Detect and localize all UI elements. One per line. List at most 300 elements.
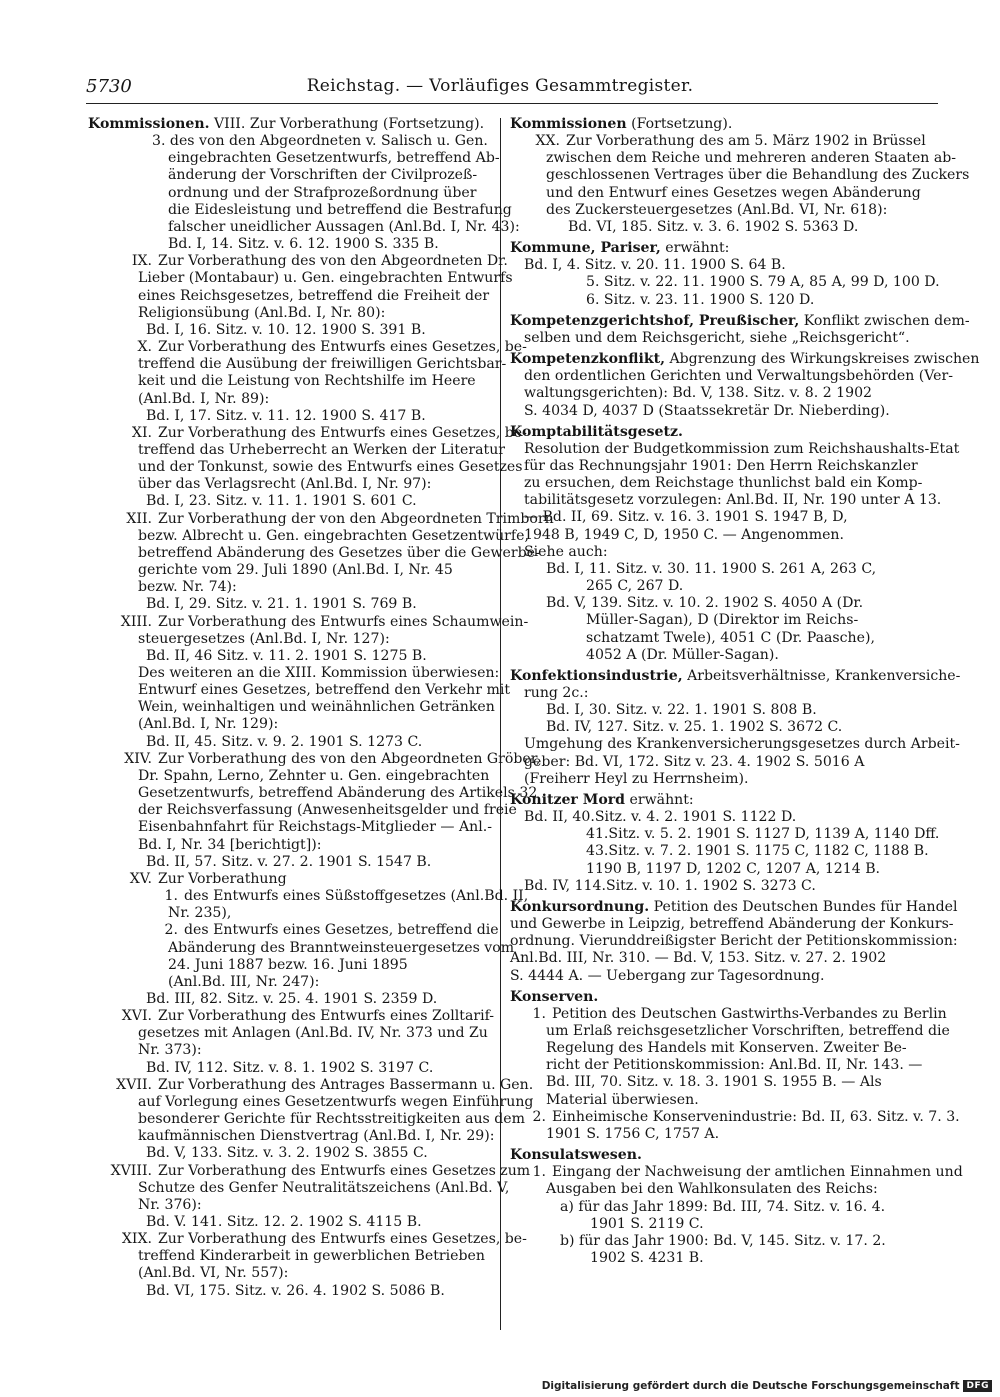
item-number: XVIII.: [110, 1162, 152, 1179]
line-text: (Freiherr Heyl zu Herrnsheim).: [524, 770, 749, 787]
index-entry-heading: [510, 1147, 930, 1164]
index-line: [510, 185, 930, 202]
line-text: 1948 B, 1949 C, D, 1950 C. — Angenommen.: [524, 526, 844, 543]
line-text: den ordentlichen Gerichten und Verwaltungsbehörden (Ver-: [524, 368, 953, 385]
line-text: Bd. V. 141. Sitz. 12. 2. 1902 S. 4115 B.: [146, 1214, 422, 1230]
index-line: [510, 1181, 930, 1198]
index-entry-heading: [510, 667, 961, 685]
line-text: Resolution der Budgetkommission zum Reichshaushalts-Etat: [524, 440, 960, 457]
line-text: Zur Vorberathung des Entwurfs eines Zolltarif-: [158, 1008, 495, 1025]
index-line: [88, 116, 490, 133]
line-text: Bd. IV, 127. Sitz. v. 25. 1. 1902 S. 3672 C.: [546, 719, 843, 736]
entry-text: Konflikt zwischen dem-: [799, 312, 970, 329]
index-line: [88, 391, 490, 408]
index-line: [88, 905, 490, 922]
index-line: [510, 492, 942, 509]
index-line: [88, 1008, 495, 1025]
line-text: 41.Sitz. v. 5. 2. 1901 S. 1127 D, 1139 A, 1140 Dff.: [586, 826, 940, 843]
item-number: XV.: [129, 870, 152, 887]
line-text: Material überwiesen.: [546, 1091, 699, 1108]
line-text: geschlossenen Vertrages über die Behandlung des Zuckers: [546, 167, 970, 184]
line-text: S. 4034 D, 4037 D (Staatssekretär Dr. Nieberding).: [524, 402, 890, 419]
line-text: Bd. I, 17. Sitz. v. 11. 12. 1900 S. 417 B.: [146, 407, 426, 424]
line-text: Bd. I, 23. Sitz. v. 11. 1. 1901 S. 601 C.: [146, 493, 417, 510]
line-text: keit und die Leistung von Rechtshilfe im Heere: [138, 373, 476, 390]
line-text: ordnung und der Strafprozeßordnung über: [168, 184, 477, 201]
index-line: [88, 493, 490, 510]
entry-keyword: Kompetenzkonflikt,: [510, 351, 665, 368]
index-line: [88, 185, 490, 202]
line-text: Zur Vorberathung des von den Abgeordneten Gröber,: [158, 750, 541, 767]
index-line: [88, 648, 490, 665]
line-text: Lieber (Montabaur) u. Gen. eingebrachten Entwurfs: [138, 270, 513, 287]
entry-keyword: Konitzer Mord: [510, 791, 626, 808]
line-text: Zur Vorberathung der von den Abgeordneten Trimborn: [158, 510, 554, 527]
footer: [542, 1380, 992, 1392]
line-text: Zur Vorberathung: [158, 870, 287, 887]
item-number: XIV.: [124, 750, 152, 767]
entry-text: (Fortsetzung).: [626, 116, 733, 132]
index-line: [88, 1197, 490, 1214]
line-text: (Anl.Bd. I, Nr. 129):: [138, 716, 279, 733]
line-text: Zur Vorberathung des Entwurfs eines Gesetzes, be-: [158, 1231, 527, 1248]
index-line: [88, 441, 506, 459]
item-number: XVII.: [116, 1076, 152, 1093]
line-text: rung 2c.:: [524, 685, 589, 701]
line-text: tabilitätsgesetz vorzulegen: Anl.Bd. II, Nr. 190 unter A 13.: [524, 492, 942, 509]
index-line: [88, 785, 538, 802]
line-text: Bd. I, 29. Sitz. v. 21. 1. 1901 S. 769 B.: [146, 596, 417, 613]
index-line: [510, 647, 930, 664]
index-line: [88, 1283, 490, 1300]
item-number: XIII.: [120, 613, 152, 630]
index-line: [88, 1111, 525, 1128]
dfg-logo: DFG: [963, 1380, 992, 1392]
line-text: und der Tonkunst, sowie des Entwurfs eines Gesetzes: [138, 459, 523, 476]
line-text: Des weiteren an die XIII. Kommission überwiesen:: [138, 665, 500, 681]
line-text: 1901 S. 2119 C.: [590, 1215, 704, 1232]
index-line: [510, 916, 954, 933]
line-text: zwischen dem Reiche und mehreren anderen Staaten ab-: [546, 150, 957, 167]
index-line: [510, 612, 930, 629]
index-line: [510, 202, 930, 219]
line-text: änderung der Vorschriften der Civilprozeß-: [168, 167, 478, 184]
line-text: Zur Vorberathung des Entwurfs eines Schaumwein-: [158, 613, 529, 630]
line-text: a) für das Jahr 1899: Bd. III, 74. Sitz. v. 16. 4.: [560, 1198, 886, 1215]
line-text: Bd. V, 139. Sitz. v. 10. 2. 1902 S. 4050 A (Dr.: [546, 595, 864, 612]
index-line: [88, 1025, 490, 1042]
index-line: [510, 719, 930, 736]
entry-text: Abgrenzung des Wirkungskreises zwischen: [665, 351, 980, 368]
line-text: Schutze des Genfer Neutralitätszeichens (Anl.Bd. V,: [138, 1179, 510, 1196]
index-entry-heading: [510, 240, 930, 257]
index-line: [510, 475, 930, 492]
index-line: [88, 837, 490, 854]
index-line: [510, 150, 957, 167]
index-line: [510, 1164, 963, 1181]
index-line: [88, 1265, 490, 1282]
index-line: [88, 270, 513, 287]
line-text: und Gewerbe in Leipzig, betreffend Abänderung der Konkurs-: [510, 916, 954, 933]
index-line: [510, 257, 930, 274]
entry-keyword: Kommissionen: [510, 116, 627, 132]
sub-item-number: 2.: [164, 922, 178, 939]
line-text: auf Vorlegung eines Gesetzentwurfs wegen Einführung: [138, 1093, 534, 1110]
line-text: Bd. I, 11. Sitz. v. 30. 11. 1900 S. 261 A, 263 C,: [546, 560, 877, 577]
index-line: [510, 458, 930, 475]
line-text: des Entwurfs eines Gesetzes, betreffend die: [184, 922, 499, 939]
index-line: [88, 150, 500, 167]
line-text: des Entwurfs eines Süßstoffgesetzes (Anl.Bd. II,: [184, 888, 529, 905]
index-line: [510, 440, 960, 458]
sub-item-number: 2.: [532, 1108, 546, 1125]
index-line: [510, 861, 930, 878]
index-line: [88, 424, 527, 442]
index-line: [510, 1022, 950, 1040]
line-text: Bd. II, 57. Sitz. v. 27. 2. 1901 S. 1547 B.: [146, 853, 432, 870]
line-text: 4052 A (Dr. Müller-Sagan).: [586, 646, 779, 663]
index-line: [88, 974, 490, 991]
index-line: [510, 1233, 930, 1250]
line-text: selben und dem Reichsgericht, siehe „Reichsgericht“.: [524, 329, 910, 346]
index-line: [88, 201, 512, 219]
line-text: kaufmännischen Dienstvertrag (Anl.Bd. I, Nr. 29):: [138, 1128, 495, 1145]
index-line: [88, 527, 529, 545]
entry-text: VIII. Zur Vorberathung (Fortsetzung).: [209, 116, 485, 132]
line-text: steuergesetzes (Anl.Bd. I, Nr. 127):: [138, 630, 390, 647]
index-line: [88, 133, 490, 150]
line-text: Zur Vorberathung des Entwurfs eines Gesetzes, be-: [158, 339, 527, 356]
index-line: [88, 1128, 495, 1145]
index-line: [88, 305, 490, 322]
line-text: eingebrachten Gesetzentwurfs, betreffend Ab-: [168, 150, 500, 167]
index-line: [510, 167, 970, 184]
line-text: Anl.Bd. III, Nr. 310. — Bd. V, 153. Sitz. v. 27. 2. 1902: [510, 950, 887, 967]
line-text: die Eidesleistung und betreffend die Bestrafung: [168, 201, 512, 218]
index-line: [88, 922, 499, 939]
line-text: Gesetzentwurfs, betreffend Abänderung des Artikels 32: [138, 785, 538, 802]
index-line: [510, 133, 930, 150]
page-number: 5730: [86, 76, 132, 97]
index-line: [510, 219, 930, 236]
index-line: [510, 578, 930, 595]
entry-text: Arbeitsverhältnisse, Krankenversiche-: [682, 667, 961, 684]
entry-keyword: Konsulatswesen.: [510, 1147, 642, 1164]
line-text: Wein, weinhaltigen und weinähnlichen Getränken: [138, 699, 495, 716]
line-text: Zur Vorberathung des von den Abgeordneten Dr.: [158, 253, 508, 270]
index-line: [88, 1248, 490, 1265]
line-text: Religionsübung (Anl.Bd. I, Nr. 80):: [138, 304, 386, 321]
sub-item-number: 1.: [164, 888, 178, 905]
index-line: [88, 1179, 510, 1197]
index-line: [88, 957, 490, 974]
index-line: [88, 339, 527, 356]
line-text: Bd. I, 30. Sitz. v. 22. 1. 1901 S. 808 B.: [546, 702, 817, 719]
index-line: [88, 871, 490, 888]
index-line: [510, 1108, 960, 1126]
index-line: [88, 665, 500, 682]
index-line: [510, 595, 930, 612]
line-text: 1190 B, 1197 D, 1202 C, 1207 A, 1214 B.: [586, 860, 881, 877]
line-text: 265 C, 267 D.: [586, 578, 684, 595]
index-line: [510, 685, 930, 702]
index-line: [88, 1214, 490, 1231]
line-text: Zur Vorberathung des Entwurfs eines Gesetzes, be-: [158, 424, 527, 441]
line-text: 6. Sitz. v. 23. 11. 1900 S. 120 D.: [586, 291, 815, 308]
index-line: [88, 1060, 490, 1077]
index-line: [510, 1199, 930, 1216]
line-text: Zur Vorberathung des am 5. März 1902 in Brüssel: [566, 133, 926, 150]
index-line: [88, 459, 523, 476]
entry-keyword: Kommune, Pariser,: [510, 240, 661, 257]
line-text: Nr. 376):: [138, 1196, 202, 1213]
index-line: [510, 878, 930, 895]
line-text: gerichte vom 29. Juli 1890 (Anl.Bd. I, Nr. 45: [138, 562, 453, 579]
index-line: [88, 1093, 534, 1111]
item-number: XIX.: [121, 1231, 152, 1248]
index-entry-heading: [510, 424, 930, 441]
index-line: [88, 1162, 531, 1180]
line-text: Eisenbahnfahrt für Reichstags-Mitglieder — Anl.-: [138, 819, 492, 836]
index-line: [510, 933, 958, 950]
index-line: [510, 292, 930, 309]
line-text: Bd. I, 14. Sitz. v. 6. 12. 1900 S. 335 B.: [168, 236, 439, 253]
index-line: [510, 1250, 930, 1267]
line-text: Bd. III, 82. Sitz. v. 25. 4. 1901 S. 2359 D.: [146, 990, 438, 1007]
index-line: [510, 809, 930, 826]
item-number: XI.: [131, 424, 152, 441]
index-line: [88, 1231, 527, 1248]
line-text: Bd. VI, 175. Sitz. v. 26. 4. 1902 S. 5086 B.: [146, 1282, 445, 1299]
line-text: (Anl.Bd. I, Nr. 89):: [138, 390, 270, 407]
item-number: XVI.: [121, 1008, 152, 1025]
line-text: Einheimische Konservenindustrie: Bd. II, 63. Sitz. v. 7. 3.: [552, 1108, 960, 1125]
index-line: [88, 734, 490, 751]
index-line: [88, 819, 490, 836]
line-text: 24. Juni 1887 bezw. 16. Juni 1895: [168, 956, 408, 973]
index-line: [88, 322, 490, 339]
index-line: [88, 288, 490, 305]
index-line: [88, 991, 490, 1008]
index-line: [510, 368, 953, 385]
index-entry-heading: [510, 351, 980, 368]
index-entry-heading: [510, 989, 930, 1006]
entry-keyword: Komptabilitätsgesetz.: [510, 423, 683, 440]
index-line: [88, 167, 490, 184]
line-text: Nr. 373):: [138, 1042, 202, 1059]
line-text: Nr. 235),: [168, 905, 232, 922]
line-text: der Reichsverfassung (Anwesenheitsgelder und freie: [138, 802, 517, 819]
line-text: Bd. II, 45. Sitz. v. 9. 2. 1901 S. 1273 C.: [146, 733, 423, 750]
line-text: 5. Sitz. v. 22. 11. 1900 S. 79 A, 85 A, 99 D, 100 D.: [586, 274, 940, 291]
index-line: [88, 939, 515, 957]
line-text: betreffend Abänderung des Gesetzes über die Gewerbe-: [138, 544, 540, 561]
index-line: [510, 754, 930, 771]
line-text: treffend das Urheberrecht an Werken der Literatur: [138, 441, 506, 458]
running-head: Reichstag. — Vorläufiges Gesammtregister.: [306, 76, 694, 96]
index-line: [88, 596, 490, 613]
line-text: Abänderung des Branntweinsteuergesetzes vom: [168, 939, 515, 956]
line-text: Bd. III, 70. Sitz. v. 18. 3. 1901 S. 1955 B. — Als: [546, 1074, 882, 1091]
column-divider: [500, 118, 501, 1330]
line-text: Zur Vorberathung des Antrages Bassermann u. Gen.: [158, 1076, 534, 1093]
index-line: [510, 527, 930, 544]
index-line: [88, 476, 490, 493]
line-text: 43.Sitz. v. 7. 2. 1901 S. 1175 C, 1182 C, 1188 B.: [586, 843, 929, 860]
line-text: treffend die Ausübung der freiwilligen Gerichtsbar-: [138, 356, 507, 373]
line-text: für das Rechnungsjahr 1901: Den Herrn Reichskanzler: [524, 457, 918, 474]
index-line: [88, 1042, 490, 1059]
line-text: Ausgaben bei den Wahlkonsulaten des Reichs:: [546, 1181, 878, 1198]
index-line: [510, 1040, 930, 1057]
index-line: [88, 854, 490, 871]
line-text: bezw. Albrecht u. Gen. eingebrachten Gesetzentwürfe,: [138, 527, 529, 544]
index-line: [510, 736, 960, 753]
item-number: IX.: [131, 253, 152, 270]
line-text: falscher uneidlicher Aussagen (Anl.Bd. I, Nr. 43):: [168, 218, 520, 235]
index-line: [510, 385, 930, 402]
entry-keyword: Kommissionen.: [88, 116, 210, 132]
line-text: Siehe auch:: [524, 543, 608, 560]
index-line: [88, 510, 554, 528]
line-text: und den Entwurf eines Gesetzes wegen Abänderung: [546, 184, 921, 201]
line-text: schatzamt Twele), 4051 C (Dr. Paasche),: [586, 629, 875, 646]
index-entry-heading: [510, 898, 958, 916]
line-text: Müller-Sagan), D (Direktor im Reichs-: [586, 612, 859, 629]
index-line: [88, 253, 508, 270]
index-entry-heading: [510, 312, 970, 330]
sub-item-number: 1.: [532, 1005, 546, 1022]
line-text: Eingang der Nachweisung der amtlichen Einnahmen und: [552, 1164, 963, 1181]
index-line: [88, 613, 529, 631]
entry-keyword: Konkursordnung.: [510, 898, 650, 915]
line-text: — Bd. II, 69. Sitz. v. 16. 3. 1901 S. 1947 B, D,: [524, 509, 848, 526]
index-line: [510, 1126, 930, 1143]
line-text: Bd. IV, 114.Sitz. v. 10. 1. 1902 S. 3273 C.: [524, 877, 816, 894]
line-text: Bd. I, 4. Sitz. v. 20. 11. 1900 S. 64 B.: [524, 257, 786, 274]
index-entry-heading: [510, 792, 930, 809]
line-text: 1901 S. 1756 C, 1757 A.: [546, 1125, 720, 1142]
index-line: [88, 750, 541, 768]
index-line: [88, 579, 490, 596]
line-text: Bd. IV, 112. Sitz. v. 8. 1. 1902 S. 3197 C.: [146, 1059, 434, 1076]
line-text: (Anl.Bd. VI, Nr. 557):: [138, 1265, 289, 1282]
line-text: Bd. I, Nr. 34 [berichtigt]):: [138, 836, 322, 853]
index-line: [510, 403, 930, 420]
index-line: [510, 509, 930, 526]
line-text: S. 4444 A. — Uebergang zur Tagesordnung.: [510, 967, 825, 984]
item-number: XII.: [126, 510, 152, 527]
item-number: X.: [137, 339, 152, 356]
line-text: Bd. II, 40.Sitz. v. 4. 2. 1901 S. 1122 D.: [524, 809, 797, 826]
index-line: [88, 373, 490, 390]
index-line: [88, 218, 520, 236]
index-line: [510, 561, 930, 578]
entry-keyword: Konfektionsindustrie,: [510, 667, 683, 684]
line-text: bezw. Nr. 74):: [138, 579, 237, 596]
line-text: Bd. V, 133. Sitz. v. 3. 2. 1902 S. 3855 C.: [146, 1145, 428, 1162]
index-line: [88, 802, 517, 819]
entry-text: erwähnt:: [660, 240, 730, 257]
index-line: [510, 1057, 930, 1074]
index-line: [88, 356, 507, 373]
index-line: [88, 768, 490, 785]
line-text: Regelung des Handels mit Konserven. Zweiter Be-: [546, 1040, 907, 1057]
index-line: [510, 826, 940, 843]
line-text: eines Reichsgesetzes, betreffend die Freiheit der: [138, 287, 490, 304]
line-text: Zur Vorberathung des Entwurfs eines Gesetzes zum: [158, 1162, 531, 1179]
index-line: [510, 330, 930, 347]
index-line: [88, 888, 529, 905]
index-line: [510, 771, 930, 788]
line-text: richt der Petitionskommission: Anl.Bd. II, Nr. 143. —: [546, 1057, 923, 1074]
line-text: zu ersuchen, dem Reichstage thunlichst bald ein Komp-: [524, 475, 923, 492]
line-text: des Zuckersteuergesetzes (Anl.Bd. VI, Nr. 618):: [546, 201, 888, 218]
index-line: [510, 702, 930, 719]
header-rule: [86, 103, 938, 104]
line-text: waltungsgerichten): Bd. V, 138. Sitz. v. 8. 2 1902: [524, 385, 873, 402]
line-text: Entwurf eines Gesetzes, betreffend den Verkehr mit: [138, 682, 511, 699]
index-line: [88, 408, 490, 425]
index-line: [510, 950, 930, 967]
footer-text: Digitalisierung gefördert durch die Deutsche Forschungsgemeinschaft: [541, 1380, 960, 1392]
line-text: 3. des von den Abgeordneten v. Salisch u. Gen.: [152, 133, 488, 150]
line-text: ordnung. Vierunddreißigster Bericht der Petitionskommission:: [510, 933, 958, 950]
line-text: gesetzes mit Anlagen (Anl.Bd. IV, Nr. 373 und Zu: [138, 1025, 488, 1042]
line-text: Umgehung des Krankenversicherungsgesetzes durch Arbeit-: [524, 736, 960, 753]
line-text: treffend Kinderarbeit in gewerblichen Betrieben: [138, 1248, 485, 1265]
index-line: [510, 1216, 930, 1233]
index-line: [510, 630, 930, 647]
index-line: [510, 544, 930, 561]
entry-keyword: Kompetenzgerichtshof, Preußischer,: [510, 312, 800, 329]
index-line: [88, 716, 490, 733]
line-text: über das Verlagsrecht (Anl.Bd. I, Nr. 97):: [138, 476, 432, 493]
index-line: [510, 274, 940, 291]
line-text: Bd. VI, 185. Sitz. v. 3. 6. 1902 S. 5363 D.: [568, 218, 859, 235]
line-text: 1902 S. 4231 B.: [590, 1250, 704, 1266]
index-line: [510, 968, 930, 985]
item-number: XX.: [535, 133, 560, 150]
entry-text: erwähnt:: [625, 791, 694, 808]
index-line: [88, 699, 495, 716]
index-line: [510, 843, 930, 860]
index-line: [88, 236, 490, 253]
index-line: [510, 1092, 930, 1109]
right-column: [510, 116, 980, 1267]
index-line: [510, 1074, 930, 1091]
line-text: Petition des Deutschen Gastwirths-Verbandes zu Berlin: [552, 1005, 947, 1022]
line-text: geber: Bd. VI, 172. Sitz v. 23. 4. 1902 S. 5016 A: [524, 753, 865, 770]
index-line: [88, 631, 490, 648]
line-text: Dr. Spahn, Lerno, Zehnter u. Gen. eingebrachten: [138, 767, 490, 784]
index-line: [88, 562, 490, 579]
line-text: (Anl.Bd. III, Nr. 247):: [168, 973, 320, 990]
sub-item-number: 1.: [532, 1164, 546, 1181]
line-text: Bd. II, 46 Sitz. v. 11. 2. 1901 S. 1275 B.: [146, 647, 427, 664]
entry-keyword: Konserven.: [510, 988, 599, 1005]
index-entry-heading: [510, 116, 930, 133]
index-line: [88, 1145, 490, 1162]
index-line: [510, 1005, 947, 1023]
index-line: [88, 544, 540, 562]
line-text: besonderer Gerichte für Rechtsstreitigkeiten aus dem: [138, 1111, 525, 1128]
line-text: um Erlaß reichsgesetzlicher Vorschriften, betreffend die: [546, 1022, 950, 1039]
index-line: [88, 1076, 534, 1094]
index-line: [88, 682, 511, 699]
line-text: b) für das Jahr 1900: Bd. V, 145. Sitz. v. 17. 2.: [560, 1232, 886, 1249]
line-text: Bd. I, 16. Sitz. v. 10. 12. 1900 S. 391 B.: [146, 321, 426, 338]
